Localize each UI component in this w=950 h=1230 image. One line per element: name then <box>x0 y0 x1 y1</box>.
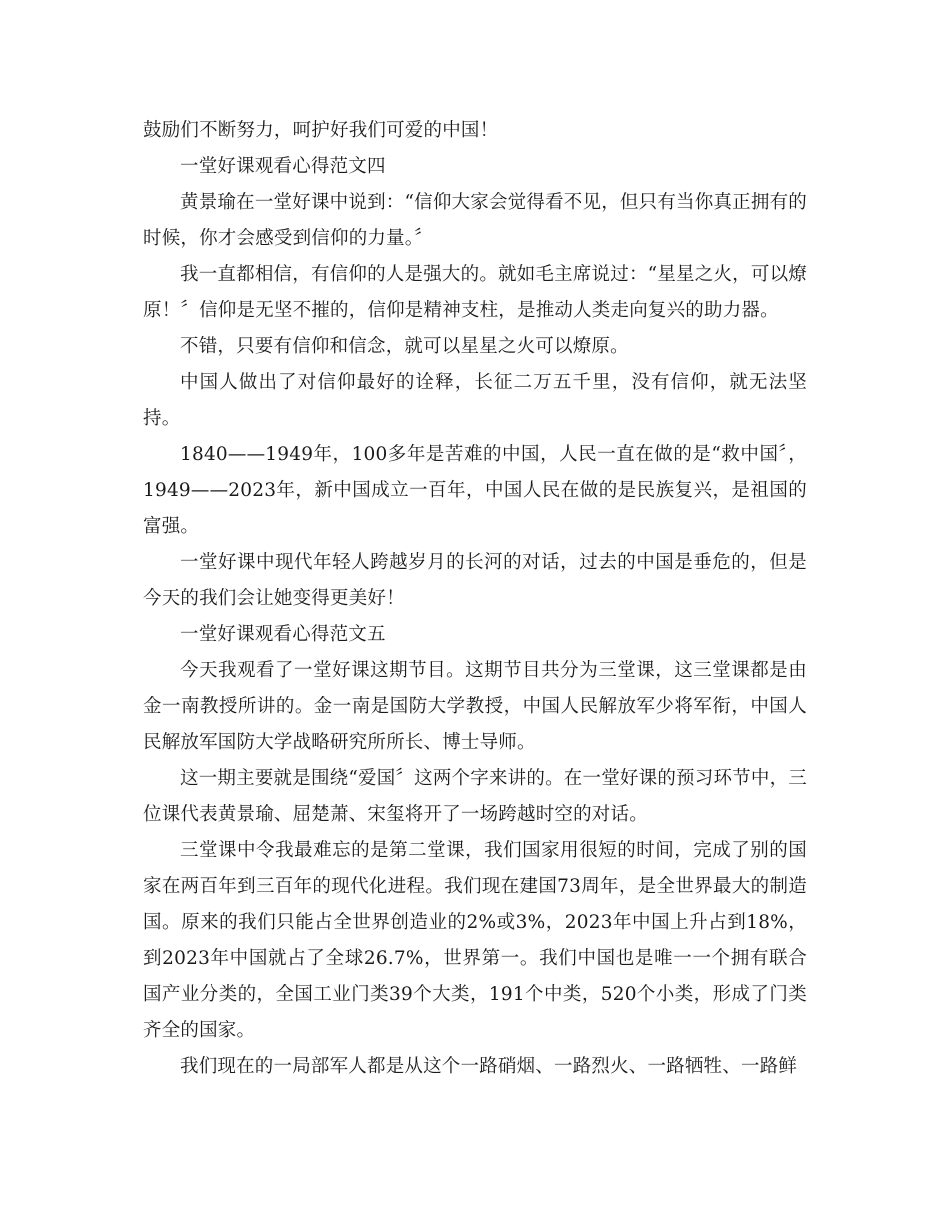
heading-essay-four: 一堂好课观看心得范文四 <box>180 156 386 177</box>
paragraph-11: 这一期主要就是围绕“爱国〞这两个字来讲的。在一堂好课的预习环节中，三位课代表黄景瑜、屈楚萧、宋玺将开了一场跨越时空的对话。 <box>143 768 807 825</box>
paragraph-7: 1840——1949年，100多年是苦难的中国，人民一直在做的是“救中国〞，1949——2023年，新中国成立一百年，中国人民在做的是民族复兴，是祖国的富强。 <box>143 444 807 537</box>
paragraph-8: 一堂好课中现代年轻人跨越岁月的长河的对话，过去的中国是垂危的，但是今天的我们会让她变得更美好！ <box>143 552 807 609</box>
paragraph-13: 我们现在的一局部军人都是从这个一路硝烟、一路烈火、一路牺牲、一路鲜 <box>180 1056 798 1077</box>
paragraph-4: 我一直都相信，有信仰的人是强大的。就如毛主席说过：“星星之火，可以燎原！〞信仰是无坚不摧的，信仰是精神支柱，是推动人类走向复兴的助力器。 <box>143 264 807 321</box>
paragraph-6: 中国人做出了对信仰最好的诠释，长征二万五千里，没有信仰，就无法坚持。 <box>143 372 807 429</box>
paragraph-10: 今天我观看了一堂好课这期节目。这期节目共分为三堂课，这三堂课都是由金一南教授所讲的。金一南是国防大学教授，中国人民解放军少将军衔，中国人民解放军国防大学战略研究所所长、博士导师。 <box>143 660 807 753</box>
paragraph-3: 黄景瑜在一堂好课中说到：“信仰大家会觉得看不见，但只有当你真正拥有的时候，你才会感受到信仰的力量。〞 <box>143 192 807 249</box>
heading-essay-five: 一堂好课观看心得范文五 <box>180 624 386 645</box>
paragraph-12: 三堂课中令我最难忘的是第二堂课，我们国家用很短的时间，完成了别的国家在两百年到三百年的现代化进程。我们现在建国73周年，是全世界最大的制造国。原来的我们只能占全世界创造业的2%或3%，2023年中国上升占到18%，到2023年中国就占了全球26.7%，世界第一。我们中国也是唯一一个拥有联合国产业分类的，全国工业门类39个大类，191个中类，520个小类，形成了门类齐全的国家。 <box>143 840 807 1041</box>
document-page <box>143 113 807 1085</box>
paragraph-5: 不错，只要有信仰和信念，就可以星星之火可以燎原。 <box>180 336 629 357</box>
paragraph-1: 鼓励们不断努力，呵护好我们可爱的中国！ <box>143 120 499 141</box>
